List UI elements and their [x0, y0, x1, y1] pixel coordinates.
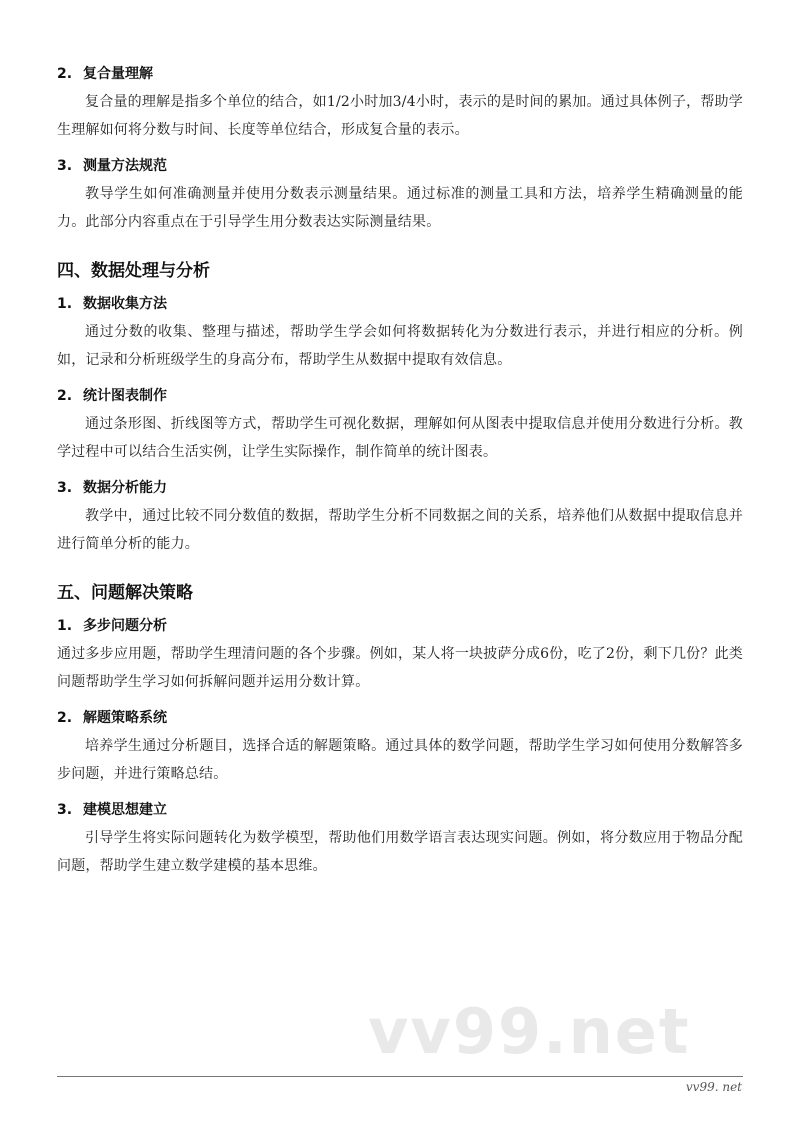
paragraph: 通过多步应用题，帮助学生理清问题的各个步骤。例如，某人将一块披萨分成6份，吃了2份，剩下几份？此类问题帮助学生学习如何拆解问题并运用分数计算。 — [57, 646, 743, 690]
subsection-title: 解题策略系统 — [83, 710, 167, 726]
subsection-heading — [57, 704, 743, 732]
subsection — [57, 796, 743, 880]
paragraph: 通过分数的收集、整理与描述，帮助学生学会如何将数据转化为分数进行表示，并进行相应的分析。例如，记录和分析班级学生的身高分布，帮助学生从数据中提取有效信息。 — [57, 324, 743, 368]
subsection-heading — [57, 152, 743, 180]
subsection-number: 2. — [57, 710, 73, 726]
paragraph: 引导学生将实际问题转化为数学模型，帮助他们用数学语言表达现实问题。例如，将分数应用于物品分配问题，帮助学生建立数学建模的基本思维。 — [57, 830, 743, 874]
subsection-title: 数据分析能力 — [83, 480, 167, 496]
subsection-heading — [57, 474, 743, 502]
subsection — [57, 612, 743, 696]
section-heading: 五、问题解决策略 — [57, 583, 193, 603]
subsection-heading — [57, 382, 743, 410]
subsection — [57, 474, 743, 558]
subsection-number: 3. — [57, 158, 73, 174]
subsection — [57, 382, 743, 466]
subsection-title: 数据收集方法 — [83, 296, 167, 312]
subsection-title: 建模思想建立 — [83, 802, 167, 818]
subsection-heading — [57, 290, 743, 318]
paragraph: 培养学生通过分析题目，选择合适的解题策略。通过具体的数学问题，帮助学生学习如何使用分数解答多步问题，并进行策略总结。 — [57, 738, 743, 782]
document-content — [57, 60, 743, 888]
footer-divider — [57, 1076, 743, 1077]
subsection-number: 2. — [57, 388, 73, 404]
subsection-heading — [57, 60, 743, 88]
subsection-number: 3. — [57, 802, 73, 818]
subsection-heading — [57, 612, 743, 640]
subsection — [57, 60, 743, 144]
subsection-number: 1. — [57, 296, 73, 312]
subsection-heading — [57, 796, 743, 824]
subsection-number: 2. — [57, 66, 73, 82]
subsection-title: 复合量理解 — [83, 66, 153, 82]
subsection-title: 多步问题分析 — [83, 618, 167, 634]
footer-site-label: vv99. net — [685, 1080, 742, 1094]
subsection — [57, 704, 743, 788]
subsection-title: 测量方法规范 — [83, 158, 167, 174]
paragraph: 通过条形图、折线图等方式，帮助学生可视化数据，理解如何从图表中提取信息并使用分数进行分析。教学过程中可以结合生活实例，让学生实际操作，制作简单的统计图表。 — [57, 416, 743, 460]
subsection-title: 统计图表制作 — [83, 388, 167, 404]
section-heading: 四、数据处理与分析 — [57, 261, 210, 281]
paragraph: 教导学生如何准确测量并使用分数表示测量结果。通过标准的测量工具和方法，培养学生精确测量的能力。此部分内容重点在于引导学生用分数表达实际测量结果。 — [57, 186, 743, 230]
subsection-number: 3. — [57, 480, 73, 496]
subsection — [57, 152, 743, 236]
paragraph: 教学中，通过比较不同分数值的数据，帮助学生分析不同数据之间的关系，培养他们从数据中提取信息并进行简单分析的能力。 — [57, 508, 743, 552]
watermark: vv99.net — [368, 995, 691, 1068]
subsection — [57, 290, 743, 374]
paragraph: 复合量的理解是指多个单位的结合，如1/2小时加3/4小时，表示的是时间的累加。通过具体例子，帮助学生理解如何将分数与时间、长度等单位结合，形成复合量的表示。 — [57, 94, 743, 138]
subsection-number: 1. — [57, 618, 73, 634]
